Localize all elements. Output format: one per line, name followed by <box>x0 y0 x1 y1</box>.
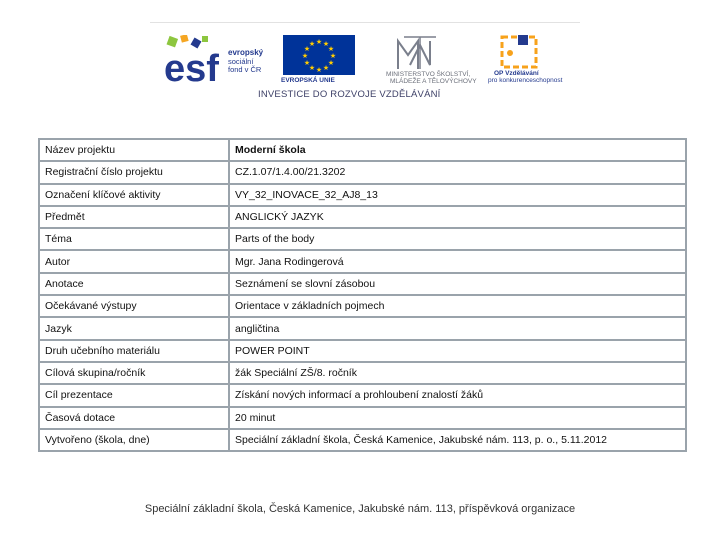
row-label: Anotace <box>39 273 229 295</box>
table-row <box>39 340 686 362</box>
row-value: Parts of the body <box>229 228 686 250</box>
svg-text:★: ★ <box>322 64 330 72</box>
row-value: 20 minut <box>229 407 686 429</box>
table-row <box>39 362 686 384</box>
table-row <box>39 273 686 295</box>
table-row <box>39 250 686 272</box>
svg-text:★: ★ <box>329 52 337 60</box>
msmt-line-1: MINISTERSTVO ŠKOLSTVÍ, <box>386 71 471 78</box>
eu-flag-icon <box>283 35 355 75</box>
svg-text:★: ★ <box>327 45 335 53</box>
row-value: Získání nových informací a prohloubení znalostí žáků <box>229 384 686 406</box>
row-value: Speciální základní škola, Česká Kamenice, Jakubské nám. 113, p. o., 5.11.2012 <box>229 429 686 451</box>
op-line-1: OP Vzdělávání <box>494 70 539 77</box>
svg-text:★: ★ <box>315 38 323 46</box>
row-value: Orientace v základních pojmech <box>229 295 686 317</box>
row-label: Vytvořeno (škola, dne) <box>39 429 229 451</box>
investment-slogan: INVESTICE DO ROZVOJE VZDĚLÁVÁNÍ <box>258 89 441 100</box>
esf-subtitle-2: sociální <box>228 57 254 66</box>
row-value: ANGLICKÝ JAZYK <box>229 206 686 228</box>
row-label: Označení klíčové aktivity <box>39 184 229 206</box>
table-row <box>39 228 686 250</box>
row-label: Časová dotace <box>39 407 229 429</box>
row-label: Registrační číslo projektu <box>39 161 229 183</box>
svg-text:★: ★ <box>303 59 311 67</box>
table-row <box>39 384 686 406</box>
table-row <box>39 295 686 317</box>
op-line-2: pro konkurenceschopnost <box>488 77 563 84</box>
esf-subtitle-3: fond v ČR <box>228 65 262 74</box>
row-value: VY_32_INOVACE_32_AJ8_13 <box>229 184 686 206</box>
op-vzdelavani-logo <box>488 35 564 87</box>
row-label: Téma <box>39 228 229 250</box>
table-row <box>39 139 686 161</box>
logo-banner <box>150 22 580 105</box>
row-value: Moderní škola <box>229 139 686 161</box>
eu-flag-logo <box>283 35 355 87</box>
svg-text:★: ★ <box>303 45 311 53</box>
row-label: Jazyk <box>39 317 229 339</box>
table-row <box>39 184 686 206</box>
msmt-logo <box>386 35 486 87</box>
table-row <box>39 317 686 339</box>
row-value: CZ.1.07/1.4.00/21.3202 <box>229 161 686 183</box>
table-row <box>39 407 686 429</box>
row-value: POWER POINT <box>229 340 686 362</box>
row-label: Cíl prezentace <box>39 384 229 406</box>
footer-text: Speciální základní škola, Česká Kamenice, Jakubské nám. 113, příspěvková organizace <box>144 503 576 515</box>
row-value: Mgr. Jana Rodingerová <box>229 250 686 272</box>
svg-text:★: ★ <box>322 40 330 48</box>
svg-text:★: ★ <box>308 64 316 72</box>
table-row <box>39 429 686 451</box>
row-label: Druh učebního materiálu <box>39 340 229 362</box>
esf-wordmark: esf <box>164 48 219 87</box>
eu-label: EVROPSKÁ UNIE <box>281 77 335 84</box>
table-row <box>39 206 686 228</box>
row-label: Název projektu <box>39 139 229 161</box>
svg-text:★: ★ <box>301 52 309 60</box>
row-label: Autor <box>39 250 229 272</box>
row-label: Předmět <box>39 206 229 228</box>
row-value: angličtina <box>229 317 686 339</box>
row-value: žák Speciální ZŠ/8. ročník <box>229 362 686 384</box>
project-info-table <box>38 138 687 452</box>
esf-logo <box>162 35 274 87</box>
svg-text:★: ★ <box>327 59 335 67</box>
table-row <box>39 161 686 183</box>
svg-text:★: ★ <box>308 40 316 48</box>
row-value: Seznámení se slovní zásobou <box>229 273 686 295</box>
esf-subtitle-1: evropský <box>228 48 264 57</box>
msmt-line-2: MLÁDEŽE A TĚLOVÝCHOVY <box>390 78 477 85</box>
row-label: Cílová skupina/ročník <box>39 362 229 384</box>
svg-text:★: ★ <box>315 66 323 74</box>
row-label: Očekávané výstupy <box>39 295 229 317</box>
